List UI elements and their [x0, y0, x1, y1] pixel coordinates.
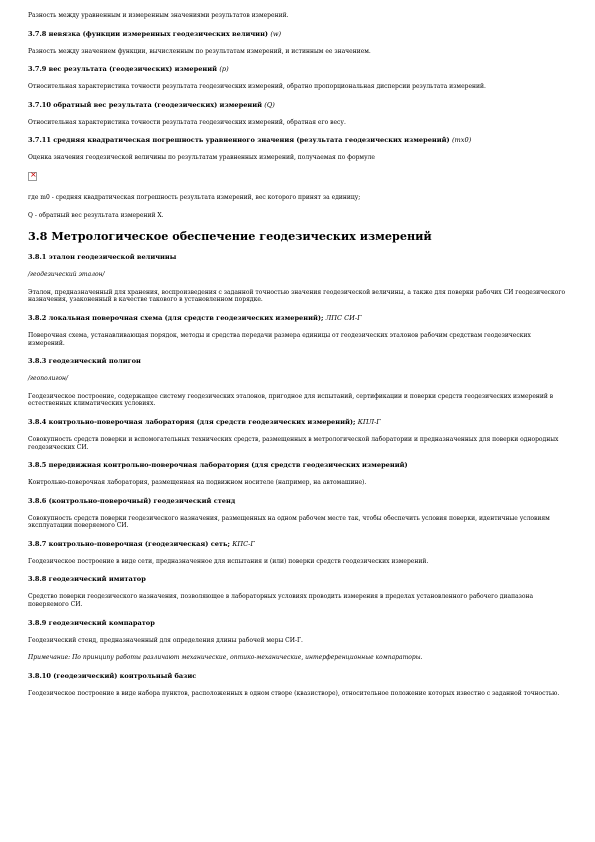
term-symbol: (p)	[219, 65, 229, 74]
term-symbol: (mx0)	[451, 136, 472, 145]
text: 3.8.1 эталон геодезической величины	[28, 253, 177, 262]
text: где m0 - средняя квадратическая погрешность результата измерений, вес которого принят за единицу;	[28, 193, 361, 201]
text: Совокупность средств поверки и вспомогательных технических средств, размещенных в метрологической лаборатории и предназначенных для поверки однородных геодезических СИ.	[28, 435, 559, 451]
section-heading	[28, 229, 569, 243]
term-title	[28, 575, 569, 583]
term-title	[28, 418, 569, 426]
text: Разность между уравненным и измеренным значениями результатов измерений.	[28, 12, 289, 19]
paragraph	[28, 637, 569, 645]
paragraph	[28, 154, 569, 162]
paragraph	[28, 479, 569, 487]
term-symbol: КПС-Г	[232, 539, 255, 548]
paragraph	[28, 194, 569, 202]
term-title	[28, 253, 569, 261]
text: Относительная характеристика точности результата геодезических измерений, обратно пропорциональная дисперсии результата измерений.	[28, 83, 486, 91]
text: 3.8.3 геодезический полигон	[28, 357, 141, 366]
paragraph	[28, 654, 569, 662]
term-symbol: (Q)	[264, 100, 275, 109]
paragraph	[28, 271, 569, 279]
text: Поверочная схема, устанавливающая порядок, методы и средства передачи размера единицы от геодезических эталонов рабочим средствам геодезических измерений.	[28, 331, 531, 347]
text: Средство поверки геодезического назначения, позволяющее в лабораторных условиях проводить измерения в пределах установленного рабочего диапазона поверяемого СИ.	[28, 593, 534, 609]
term-title	[28, 497, 569, 505]
term-symbol: КПЛ-Г	[357, 417, 381, 426]
paragraph	[28, 375, 569, 383]
term-title	[28, 30, 569, 38]
text: 3.8.5 передвижная контрольно-поверочная лаборатория (для средств геодезических измерений)	[28, 461, 408, 470]
text: Эталон, предназначенный для хранения, воспроизведения с заданной точностью значения геодезической величины, а также для поверки рабочих СИ геодезического назначения, узаконенный в качестве такового в установленном порядке.	[28, 288, 566, 304]
paragraph	[28, 212, 569, 220]
text: Геодезическое построение в виде сети, предназначенное для испытания и (или) поверки средств геодезических измерений.	[28, 557, 429, 565]
term-title	[28, 136, 569, 144]
text: /геодезический эталон/	[28, 271, 105, 279]
term-title	[28, 619, 569, 627]
text: 3.8.8 геодезический имитатор	[28, 575, 146, 584]
paragraph	[28, 48, 569, 56]
text: /геополигон/	[28, 375, 68, 383]
paragraph	[28, 332, 569, 347]
term-title	[28, 672, 569, 680]
text: 3.7.11 средняя квадратическая погрешность уравненного значения (результата геодезических измерений)	[28, 136, 450, 145]
paragraph	[28, 393, 569, 408]
term-symbol: (w)	[270, 29, 282, 38]
text: Геодезическое построение, содержащее систему геодезических эталонов, пригодное для испытаний, сертификации и поверки средств геодезических измерений в естественных климатических условиях.	[28, 392, 554, 408]
text: 3.8 Метрологическое обеспечение геодезических измерений	[28, 229, 432, 244]
term-symbol: ЛПС СИ-Г	[325, 313, 362, 322]
text: Разность между значением функции, вычисленным по результатам измерений, и истинным ее значением.	[28, 47, 371, 55]
text: 3.7.9 вес результата (геодезических) измерений	[28, 65, 218, 74]
text: 3.7.10 обратный вес результата (геодезических) измерений	[28, 100, 262, 109]
text: 3.8.7 контрольно-поверочная (геодезическая) сеть;	[28, 539, 230, 548]
text: Q - обратный вес результата измерений X.	[28, 211, 164, 219]
paragraph	[28, 558, 569, 566]
term-title	[28, 540, 569, 548]
text: 3.8.6 (контрольно-поверочный) геодезический стенд	[28, 496, 236, 505]
paragraph	[28, 436, 569, 451]
text: Примечание: По принципу работы различают механические, оптико-механические, интерференционные компараторы.	[28, 654, 423, 662]
text: Контрольно-поверочная лаборатория, размещенная на подвижном носителе (например, на автомашине).	[28, 479, 367, 487]
paragraph	[28, 119, 569, 127]
paragraph	[28, 12, 569, 20]
text: 3.8.2 локальная поверочная схема (для средств геодезических измерений);	[28, 313, 324, 322]
text: 3.8.4 контрольно-поверочная лаборатория (для средств геодезических измерений);	[28, 417, 356, 426]
paragraph	[28, 593, 569, 608]
term-title	[28, 461, 569, 469]
paragraph	[28, 289, 569, 304]
text: 3.8.10 (геодезический) контрольный базис	[28, 671, 197, 680]
text: Относительная характеристика точности результата геодезических измерений, обратная его весу.	[28, 118, 346, 126]
text: 3.7.8 невязка (функции измеренных геодезических величин)	[28, 29, 269, 38]
text: Совокупность средств поверки геодезического назначения, размещенных на одном рабочем месте так, чтобы обеспечить условия поверки, идентичные условиям эксплуатации поверяемого СИ.	[28, 514, 550, 530]
text: Геодезическое построение в виде набора пунктов, расположенных в одном створе (квазистворе), относительное положение которых известно с заданной точностью.	[28, 689, 560, 697]
text: Геодезический стенд, предназначенный для определения длины рабочей меры СИ-Г.	[28, 636, 303, 644]
term-title	[28, 65, 569, 73]
broken-image-icon	[28, 172, 37, 181]
paragraph	[28, 690, 569, 698]
text: Оценка значения геодезической величины по результатам уравненных измерений, получаемая по формуле	[28, 154, 375, 162]
term-title	[28, 314, 569, 322]
text: 3.8.9 геодезический компаратор	[28, 618, 155, 627]
term-title	[28, 101, 569, 109]
paragraph	[28, 515, 569, 530]
term-title	[28, 357, 569, 365]
paragraph	[28, 83, 569, 91]
